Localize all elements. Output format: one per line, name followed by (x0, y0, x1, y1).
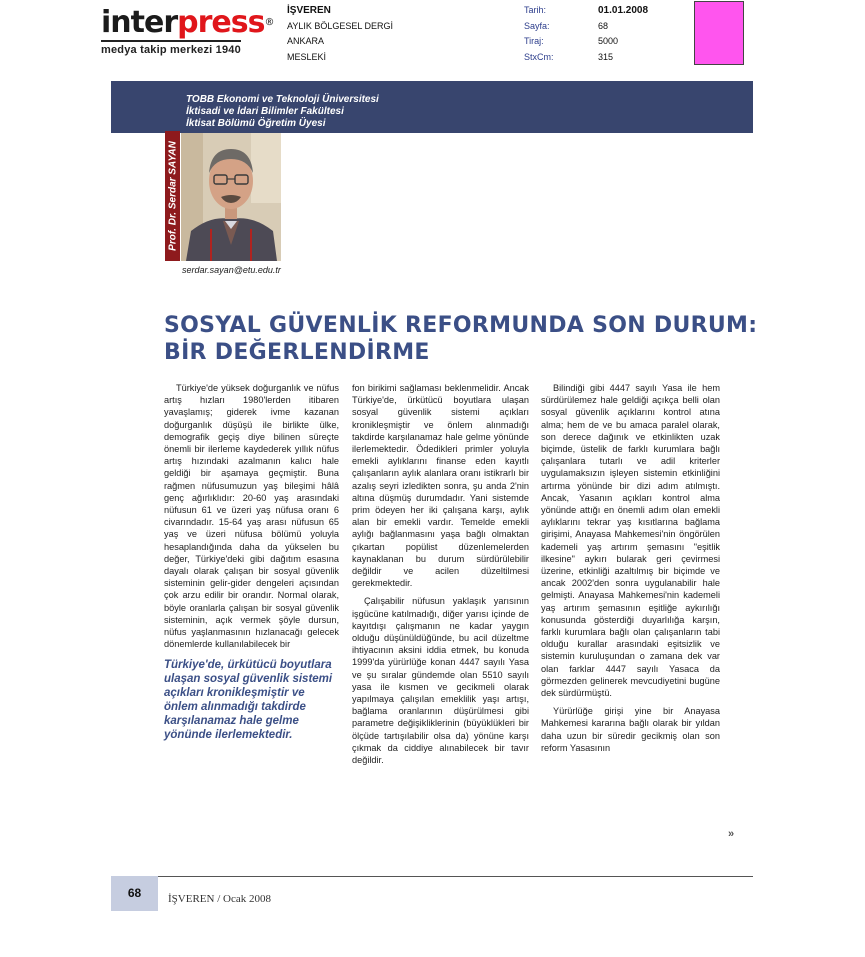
paragraph: Yürürlüğe girişi yine bir Anayasa Mahkemesi kararına bağlı olarak bir yıldan daha uzun bir süredir gecikmiş olan son reform Yasasının (541, 706, 720, 753)
stxcm-label: StxCm: (524, 51, 554, 62)
publication-name: İŞVEREN (287, 5, 331, 16)
publication-info (287, 3, 393, 65)
pull-quote: Türkiye'de, ürkütücü boyutlara ulaşan sosyal güvenlik sistemi açıkları kronikleşmiştir ve önlem alınmadığı takdirde karşılanamaz hale gelme yönünde ilerlemektedir. (164, 659, 333, 742)
date-label: Tarih: (524, 5, 547, 15)
footer-rule (111, 876, 753, 877)
logo-tagline: medya takip merkezi 1940 (101, 44, 241, 56)
paragraph: Bilindiği gibi 4447 sayılı Yasa ile hem sürdürülemez hale geldiği açıkça belli olan sosyal güvenlik açıklarını kontrol atına alma; hem de ve bu amaca paralel olarak, son derece dağınık ve etkinlikten uzak biçimde, üstelik de farklı kurumlara bağlı çalışanlara tutarlı ve adil kriterler uygulamaksızın işleyen sistemin etkinliğini artırma yönünde bir dizi adım atılmıştı. Ancak, Yasanın açıkları kontrol alma yönünde attığı en önemli adım olan emekli aylıklarını tekrar yaş kısıtlarına bağlama girişimi, Anayasa Mahkemesi'nin öngörülen kademeli yaş artırım şemasını "eşitlik ilkesine" aykırı bularak geri çevirmesi üzerine, etkinliği azaltılmış bir biçimde ve ancak 2002'den sonra uygulanabilir hale gelmişti. Anayasa Mahkemesi'nin kademeli yaş artırım şemasının eşitliğe aykırılığı konusunda gösterdiği duyarlılığa karşın, farklı kurumlara bağlı olan çalışanların tabi olduğu kurallar arasındaki eşitsizlik ve sistemin kuruluşundan o zamana dek var olan farklar 4447 sayılı Yasaca da görmezden gelinerek mevcudiyetini bugüne dek sürdürmüştü. (541, 383, 720, 699)
circulation-value: 5000 (598, 36, 619, 46)
page-label: Sayfa: (524, 20, 550, 31)
publication-city: ANKARA (287, 36, 325, 46)
continue-arrow-icon: » (728, 828, 735, 840)
author-email[interactable]: serdar.sayan@etu.edu.tr (182, 265, 281, 275)
interpress-logo: interpress® medya takip merkezi 1940 (101, 5, 274, 56)
meta-labels (524, 3, 554, 65)
page-number: 68 (127, 886, 142, 900)
circulation-label: Tiraj: (524, 36, 544, 46)
page-value: 68 (598, 20, 609, 31)
stxcm-value: 315 (598, 51, 614, 62)
paragraph: Çalışabilir nüfusun yaklaşık yarısının işgücüne katılmadığı, diğer yarısı içinde de kayıtdışı çalışmanın ne kadar yaygın olduğu düşünüldüğünde, bu acil düzeltme ihtiyacının aksini iddia etmek, bu konuda 1999'da yürürlüğe konan 4447 sayılı Yasa ve şu sıralar gündemde olan 5510 sayılı yasa ile kısmen ve gecikmeli olarak yapılmaya çalışılan emeklilik yaşı artışı, bağlama oranlarının düşürülmesi gibi parametre değişikliklerinin (büyüklükleri bir ölçüde tartışılabilir olsa da) yönüne karşı çıkmak da ciddiye alınabilecek bir tavır değildir. (352, 596, 529, 766)
article-column-2 (352, 382, 529, 772)
author-photo (181, 133, 281, 261)
logo-underline (101, 40, 241, 42)
article-column-3 (541, 382, 720, 760)
author-affiliation: TOBB Ekonomi ve Teknoloji Üniversitesi İktisadi ve İdari Bilimler Fakültesi İktisat Bölümü Öğretim Üyesi (186, 94, 379, 129)
color-swatch (694, 1, 744, 65)
author-name: Prof. Dr. Serdar SAYAN (167, 141, 178, 251)
publication-type: AYLIK BÖLGESEL DERGİ (287, 20, 394, 31)
paragraph: Türkiye'de yüksek doğurganlık ve nüfus artış hızları 1980'lerden itibaren yavaşlamış; giderek ivme kazanan doğurganlık düşüşü ile birlikte ülke, demografik geçiş diye bilinen süreçte önemli bir ilerleme kaydederek yıllık nüfus artış hızındaki azalmanın kalıcı hale geldiği bir aşamaya geçmiştir. Buna rağmen nüfusumuzun yaş bileşimi hâlâ genç ağırlıklıdır: 20-60 yaş arasındaki nüfusun 61 ve üzeri yaş nüfusa oranı 6 civarındadır. 15-64 yaş arası nüfusun 65 yaş ve üzeri nüfusa bölümü yoluyla hesaplandığında daha da yükselen bu değer, Türkiye'deki gibi dağıtım esasına dayalı olarak çalışan bir sosyal güvenlik sisteminin gelir-gider dengeleri açısından çok arzu edilir bir orandır. Normal olarak, böyle oranlarla çalışan bir sosyal güvenlik sisteminin, açık vermek şöyle dursun, nüfus yaşlanmasının hızlanacağı gelecek dönemlerde kullanılabilecek bir (164, 383, 339, 650)
paragraph: fon birikimi sağlaması beklenmelidir. Ancak Türkiye'de, ürkütücü boyutlara ulaşan sosyal güvenlik sistemi açıkları kronikleşmiştir ve önlem alınmadığı takdirde karşılanamaz hale gelme yönünde ilerlemektedir. Ödedikleri primler yoluyla emekli aylıklarını finanse eden kayıtlı çalışanların aylık alanlara oranı istikrarlı bir azalış seyri izledikten sonra, şu anda 2'nin altına düşmüş durumdadır. Yani sistemde prim ödeyen her iki çalışana karşı, aylık alan bir emekli vardır. Temelde emekli aylığı bağlanmasını yaşa bağlı olmaktan çıkartan popülist düzenlemelerden kaynaklanan bu durum sürdürülebilir değildir ve acilen düzeltilmesi gerekmektedir. (352, 383, 529, 589)
publication-category: MESLEKİ (287, 51, 327, 62)
footer-magazine: İŞVEREN / Ocak 2008 (168, 893, 271, 905)
date-value: 01.01.2008 (598, 5, 649, 16)
article-column-1 (164, 382, 339, 742)
article-title: SOSYAL GÜVENLİK REFORMUNDA SON DURUM: BİR DEĞERLENDİRME (164, 313, 758, 365)
meta-values (598, 3, 648, 65)
